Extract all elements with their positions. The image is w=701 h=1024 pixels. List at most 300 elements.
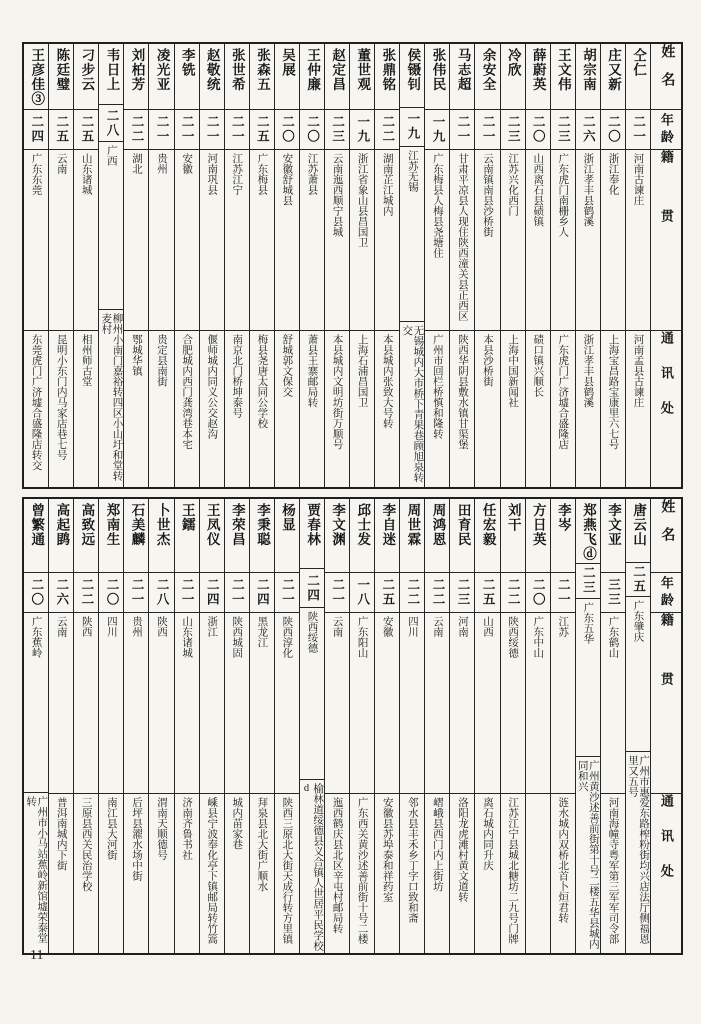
person-origin-cell: [99, 613, 123, 794]
person-origin-cell: [225, 150, 249, 331]
person-contact-cell: [124, 331, 148, 487]
person-age-text: 二〇: [531, 115, 546, 144]
person-name-text: 刘柏芳: [129, 48, 145, 92]
person-column: [425, 44, 450, 487]
person-contact-text: 南江县大河街: [105, 797, 117, 860]
header-contact-label: [651, 794, 681, 953]
person-column: [350, 499, 375, 953]
person-origin-cell: [375, 150, 399, 331]
person-column: [175, 44, 200, 487]
person-origin-text: 四川: [105, 616, 117, 637]
person-contact-text: 陕西三原北大街天成行转方里镇: [281, 797, 293, 944]
person-name-text: 周世霖: [405, 503, 421, 547]
person-origin-text: 安徽: [181, 153, 193, 174]
person-contact-cell: [99, 310, 123, 487]
person-name-text: 赵敬统: [204, 48, 220, 92]
person-age-cell: [375, 573, 399, 613]
person-contact-text: 萧县王寨邮局转: [306, 334, 318, 408]
person-origin-text: 山东诸城: [80, 153, 92, 195]
person-contact-text: 邻水县丰禾乡丁字口致和斋: [406, 797, 418, 923]
header-contact-text: 通讯处: [658, 331, 674, 436]
person-column: [501, 44, 526, 487]
person-column: [124, 44, 149, 487]
person-origin-cell: [175, 150, 199, 331]
person-age-text: 二五: [380, 578, 395, 607]
person-name-text: 方日英: [530, 503, 546, 547]
person-origin-text: 湖北: [130, 153, 142, 174]
person-name-cell: [450, 499, 474, 573]
person-origin-text: 江苏萧县: [306, 153, 318, 195]
person-contact-text: 偃师城内同义公交赵沟: [206, 334, 218, 439]
person-contact-text: 河南孟县古谏庄: [632, 334, 644, 408]
person-contact-text: 陕西华阴县敷水镇甘渠堡: [456, 334, 468, 450]
person-contact-cell: [250, 331, 274, 487]
person-column: [200, 44, 225, 487]
person-origin-text: 云南镇南县沙桥街: [482, 153, 494, 237]
header-name-label: [651, 499, 681, 573]
person-contact-cell: [576, 331, 600, 487]
person-age-text: 二一: [155, 115, 170, 144]
person-contact-text: 合肥城内西门龚湾巷本宅: [181, 334, 193, 450]
header-name-label: [651, 44, 681, 110]
person-column: [74, 499, 99, 953]
person-column: [626, 499, 651, 953]
person-name-text: 郑南生: [104, 503, 120, 547]
person-name-cell: [225, 499, 249, 573]
person-name-text: 邱士发: [355, 503, 371, 547]
person-name-text: 薛蔚英: [530, 48, 546, 92]
person-age-cell: [601, 110, 625, 150]
person-contact-text: 城内苗家巷: [231, 797, 243, 850]
person-name-cell: [601, 499, 625, 573]
person-origin-text: 安徽: [381, 616, 393, 637]
person-name-text: 余安全: [480, 48, 496, 92]
person-origin-text: 云南: [331, 616, 343, 637]
person-name-text: 张鼎铭: [380, 48, 396, 92]
person-origin-text: 广东五华: [582, 601, 594, 644]
person-contact-text: 昆明小东门内马家店巷七号: [55, 334, 67, 460]
person-age-text: 二三: [581, 566, 596, 596]
person-name-text: 卜世杰: [154, 503, 170, 547]
person-contact-text: 上海中国新闻社: [507, 334, 519, 408]
person-origin-cell: [400, 613, 424, 794]
person-contact-cell: [24, 331, 48, 487]
person-origin-cell: [275, 150, 299, 331]
person-column: [375, 44, 400, 487]
person-name-cell: [49, 44, 73, 110]
person-origin-cell: [149, 150, 173, 331]
person-contact-cell: [551, 794, 575, 953]
person-column: [300, 499, 325, 953]
person-age-text: 二二: [405, 578, 420, 607]
person-age-cell: [175, 573, 199, 613]
person-origin-cell: [526, 613, 550, 794]
person-origin-cell: [626, 597, 650, 752]
person-contact-text: 河南海幢寺粤军第三军军司令部: [607, 797, 619, 944]
person-age-cell: [626, 563, 650, 597]
person-origin-text: 河南古谏庄: [632, 153, 644, 206]
person-column: [300, 44, 325, 487]
person-origin-text: 江苏: [557, 616, 569, 637]
person-column: [149, 499, 174, 953]
person-name-cell: [626, 44, 650, 110]
person-age-text: 二〇: [104, 578, 119, 607]
person-contact-cell: [425, 794, 449, 953]
person-contact-text: 渭南天顺德号: [156, 797, 168, 860]
person-age-cell: [425, 110, 449, 150]
person-age-text: 二一: [330, 578, 345, 607]
person-contact-cell: [475, 794, 499, 953]
header-origin-label: [651, 150, 681, 331]
person-name-cell: [576, 499, 600, 564]
person-name-cell: [250, 44, 274, 110]
person-age-cell: [250, 573, 274, 613]
person-origin-text: 江苏江宁: [231, 153, 243, 195]
person-origin-cell: [350, 150, 374, 331]
person-origin-cell: [200, 150, 224, 331]
header-origin-text: 籍贯: [658, 613, 674, 731]
person-name-text: 李铣: [179, 48, 195, 77]
person-origin-text: 广东鹤山: [607, 616, 619, 658]
person-age-text: 二二: [506, 578, 521, 607]
person-age-cell: [325, 110, 349, 150]
person-column: [626, 44, 651, 487]
person-contact-cell: [601, 331, 625, 487]
person-origin-cell: [49, 613, 73, 794]
person-age-cell: [275, 573, 299, 613]
person-contact-text: 本县沙桥街: [482, 334, 494, 387]
person-name-text: 陈廷璧: [54, 48, 70, 92]
person-age-text: 二五: [631, 564, 646, 594]
person-age-text: 二四: [305, 573, 320, 603]
person-age-cell: [99, 105, 123, 142]
person-contact-text: 迤西鹤庆县北区辛屯村邮局转: [331, 797, 343, 934]
person-contact-text: 嶍峨县西门内上街坊: [431, 797, 443, 892]
person-age-text: 二二: [79, 578, 94, 607]
person-age-cell: [576, 564, 600, 599]
page-number: 11: [30, 948, 44, 963]
person-column: [350, 44, 375, 487]
person-column: [576, 499, 601, 953]
person-contact-cell: [325, 331, 349, 487]
person-contact-text: 嵊县宁波奉化亭下镇邮局转竹篙: [206, 797, 218, 944]
person-origin-cell: [475, 613, 499, 794]
person-age-cell: [526, 110, 550, 150]
person-name-cell: [425, 499, 449, 573]
person-name-text: 郑燕飞ⓓ: [580, 503, 596, 561]
person-contact-cell: [49, 794, 73, 953]
person-name-cell: [24, 44, 48, 110]
person-age-cell: [49, 110, 73, 150]
person-column: [49, 499, 74, 953]
person-contact-cell: [375, 794, 399, 953]
person-age-cell: [124, 573, 148, 613]
header-contact-label: [651, 331, 681, 487]
person-origin-cell: [74, 150, 98, 331]
person-age-text: 一九: [355, 115, 370, 144]
person-age-cell: [400, 108, 424, 147]
person-name-cell: [551, 44, 575, 110]
person-age-text: 二一: [230, 115, 245, 144]
person-contact-cell: [225, 794, 249, 953]
person-contact-cell: [626, 331, 650, 487]
person-name-text: 高起鹍: [54, 503, 70, 547]
person-age-cell: [501, 573, 525, 613]
person-age-cell: [601, 573, 625, 613]
person-origin-text: 广东梅县: [256, 153, 268, 195]
person-name-cell: [175, 44, 199, 110]
person-origin-cell: [24, 613, 48, 793]
person-origin-text: 河南巩县: [206, 153, 218, 195]
person-origin-cell: [425, 150, 449, 331]
person-age-cell: [225, 110, 249, 150]
person-column: [425, 499, 450, 953]
person-age-cell: [626, 110, 650, 150]
person-origin-cell: [175, 613, 199, 794]
person-age-cell: [350, 110, 374, 150]
person-age-text: 二五: [481, 578, 496, 607]
person-column: [450, 499, 475, 953]
person-origin-cell: [24, 150, 48, 331]
person-name-cell: [99, 499, 123, 573]
person-origin-cell: [450, 613, 474, 794]
person-name-cell: [74, 44, 98, 110]
person-name-cell: [74, 499, 98, 573]
person-column: [400, 499, 425, 953]
person-age-text: 二一: [180, 578, 195, 607]
person-contact-text: 后坪县濯水场中街: [130, 797, 142, 881]
person-age-cell: [526, 573, 550, 613]
person-contact-cell: [200, 794, 224, 953]
person-name-cell: [576, 44, 600, 110]
person-origin-cell: [626, 150, 650, 331]
person-contact-text: 拜泉县北大街广顺水: [256, 797, 268, 892]
person-name-cell: [400, 499, 424, 573]
person-contact-text: 普洱南城内下街: [55, 797, 67, 871]
person-age-cell: [49, 573, 73, 613]
person-name-cell: [300, 44, 324, 110]
person-origin-cell: [325, 613, 349, 794]
person-age-text: 二四: [205, 578, 220, 607]
person-contact-cell: [225, 331, 249, 487]
person-name-text: 王文伟: [555, 48, 571, 92]
person-name-cell: [400, 44, 424, 108]
person-origin-cell: [250, 613, 274, 794]
header-contact-text: 通讯处: [658, 794, 674, 899]
person-column: [24, 499, 49, 953]
person-name-text: 高致远: [79, 503, 95, 547]
person-name-cell: [325, 44, 349, 110]
person-age-text: 二三: [330, 115, 345, 144]
person-contact-cell: [99, 794, 123, 953]
person-contact-text: 东莞虎门广济墟合盛隆店转交: [30, 334, 42, 471]
person-name-text: 董世观: [355, 48, 371, 92]
person-age-text: 一八: [355, 578, 370, 607]
person-name-text: 李自迷: [380, 503, 396, 547]
person-contact-cell: [475, 331, 499, 487]
person-contact-text: 南京北门桥坤泰号: [231, 334, 243, 418]
person-origin-text: 陕西绥德: [306, 610, 318, 653]
person-name-text: 赵定昌: [330, 48, 346, 92]
person-contact-cell: [124, 794, 148, 953]
person-age-cell: [325, 573, 349, 613]
person-contact-text: 相州师古堂: [80, 334, 92, 387]
person-origin-text: 贵州: [156, 153, 168, 174]
person-name-text: 吴展: [280, 48, 296, 77]
person-contact-text: 洛阳龙虎滩村黄文道转: [456, 797, 468, 902]
person-origin-text: 湖南芷江城内: [381, 153, 393, 216]
person-age-text: 二一: [481, 115, 496, 144]
person-column: [375, 499, 400, 953]
person-origin-text: 山西: [482, 616, 494, 637]
person-column: [99, 44, 124, 487]
person-column: [175, 499, 200, 953]
person-name-cell: [124, 499, 148, 573]
person-age-text: 二二: [430, 578, 445, 607]
person-origin-text: 广西: [105, 145, 117, 167]
person-age-cell: [250, 110, 274, 150]
person-contact-cell: [501, 331, 525, 487]
person-origin-text: 云南: [431, 616, 443, 637]
person-column: [275, 44, 300, 487]
header-age-text: 年龄: [658, 575, 674, 610]
person-age-text: 二三: [456, 578, 471, 607]
person-age-cell: [74, 110, 98, 150]
person-origin-cell: [576, 599, 600, 757]
person-name-text: 张森五: [254, 48, 270, 92]
person-age-text: 二五: [255, 115, 270, 144]
person-contact-text: 安徽县苏埠泰和祥药室: [381, 797, 393, 902]
person-contact-cell: [450, 331, 474, 487]
person-origin-cell: [300, 608, 324, 780]
person-origin-text: 广东中山: [532, 616, 544, 658]
header-age-label: [651, 110, 681, 150]
person-origin-cell: [149, 613, 173, 794]
person-age-cell: [300, 110, 324, 150]
person-column: [149, 44, 174, 487]
person-contact-cell: [74, 331, 98, 487]
person-name-text: 李荣昌: [229, 503, 245, 547]
person-age-cell: [149, 110, 173, 150]
header-age-label: [651, 573, 681, 613]
person-contact-text: 广州市惠爱东路榨粉街均兴店法厅侧福恩里又五号: [626, 755, 650, 945]
person-column: [551, 499, 576, 953]
person-contact-text: 涟水城内双桥北首卜烜君转: [557, 797, 569, 923]
person-origin-cell: [275, 613, 299, 794]
person-name-text: 周鸿恩: [430, 503, 446, 547]
person-age-text: 二三: [556, 115, 571, 144]
person-age-cell: [450, 573, 474, 613]
person-age-cell: [200, 110, 224, 150]
person-column: [275, 499, 300, 953]
person-name-cell: [501, 44, 525, 110]
person-contact-text: 浙江孝丰县鹤溪: [582, 334, 594, 408]
person-age-text: 二五: [79, 115, 94, 144]
person-name-cell: [175, 499, 199, 573]
person-origin-text: 山东诸城: [181, 616, 193, 658]
person-contact-text: 广东西关黄沙述善前街十号二楼: [356, 797, 368, 944]
person-column: [49, 44, 74, 487]
person-name-text: 王凤仪: [204, 503, 220, 547]
person-age-text: 二〇: [305, 115, 320, 144]
person-name-cell: [350, 44, 374, 110]
person-name-text: 王鑐: [179, 503, 195, 532]
person-age-cell: [501, 110, 525, 150]
header-name-text: 姓名: [659, 499, 675, 555]
person-origin-cell: [551, 613, 575, 794]
person-origin-cell: [601, 150, 625, 331]
person-origin-text: 陕西淳化: [281, 616, 293, 658]
person-origin-text: 江苏无锡: [406, 149, 418, 192]
person-name-text: 王仲廉: [305, 48, 321, 92]
person-column: [74, 44, 99, 487]
person-origin-cell: [49, 150, 73, 331]
person-origin-cell: [551, 150, 575, 331]
person-age-text: 二一: [631, 115, 646, 144]
person-contact-text: 上海石浦昌国卫: [356, 334, 368, 408]
person-column: [475, 499, 500, 953]
person-age-cell: [450, 110, 474, 150]
person-origin-cell: [225, 613, 249, 794]
person-origin-text: 浙江奉化: [607, 153, 619, 195]
person-name-cell: [24, 499, 48, 573]
person-column: [225, 44, 250, 487]
person-name-text: 张伟民: [430, 48, 446, 92]
person-name-text: 侯镊钊: [405, 48, 421, 92]
person-origin-text: 江苏兴化西门: [507, 153, 519, 216]
person-name-cell: [375, 499, 399, 573]
person-column: [601, 44, 626, 487]
person-column: [526, 499, 551, 953]
person-origin-cell: [124, 150, 148, 331]
person-contact-cell: [526, 794, 550, 953]
person-name-text: 李文亚: [606, 503, 622, 547]
person-name-text: 李岑: [555, 503, 571, 532]
person-age-cell: [300, 569, 324, 607]
person-origin-text: 广东蕉岭: [30, 615, 42, 658]
person-contact-text: 贵定县南街: [156, 334, 168, 387]
person-age-cell: [551, 573, 575, 613]
person-name-cell: [450, 44, 474, 110]
person-origin-text: 黑龙江: [256, 616, 268, 648]
person-age-cell: [200, 573, 224, 613]
person-name-text: 李文渊: [330, 503, 346, 547]
person-origin-cell: [124, 613, 148, 794]
person-age-text: 二五: [54, 115, 69, 144]
person-name-text: 刁步云: [79, 48, 95, 92]
person-name-text: 冷欣: [505, 48, 521, 77]
person-name-text: 王彦佳③: [29, 48, 45, 106]
person-contact-cell: [325, 794, 349, 953]
header-column-bottom: [651, 499, 681, 953]
person-age-text: 二一: [180, 115, 195, 144]
person-origin-cell: [74, 613, 98, 794]
person-origin-text: 浙江: [206, 616, 218, 637]
person-name-cell: [551, 499, 575, 573]
person-column: [124, 499, 149, 953]
person-age-text: 二八: [155, 578, 170, 607]
person-column: [325, 499, 350, 953]
person-name-cell: [526, 44, 550, 110]
person-name-cell: [250, 499, 274, 573]
person-contact-cell: [425, 331, 449, 487]
person-contact-cell: [200, 331, 224, 487]
person-name-text: 韦日上: [104, 48, 120, 92]
person-contact-cell: [49, 331, 73, 487]
person-name-cell: [501, 499, 525, 573]
person-contact-text: 广州市回栏桥慎和隆转: [431, 334, 443, 439]
person-name-text: 凌光亚: [154, 48, 170, 92]
